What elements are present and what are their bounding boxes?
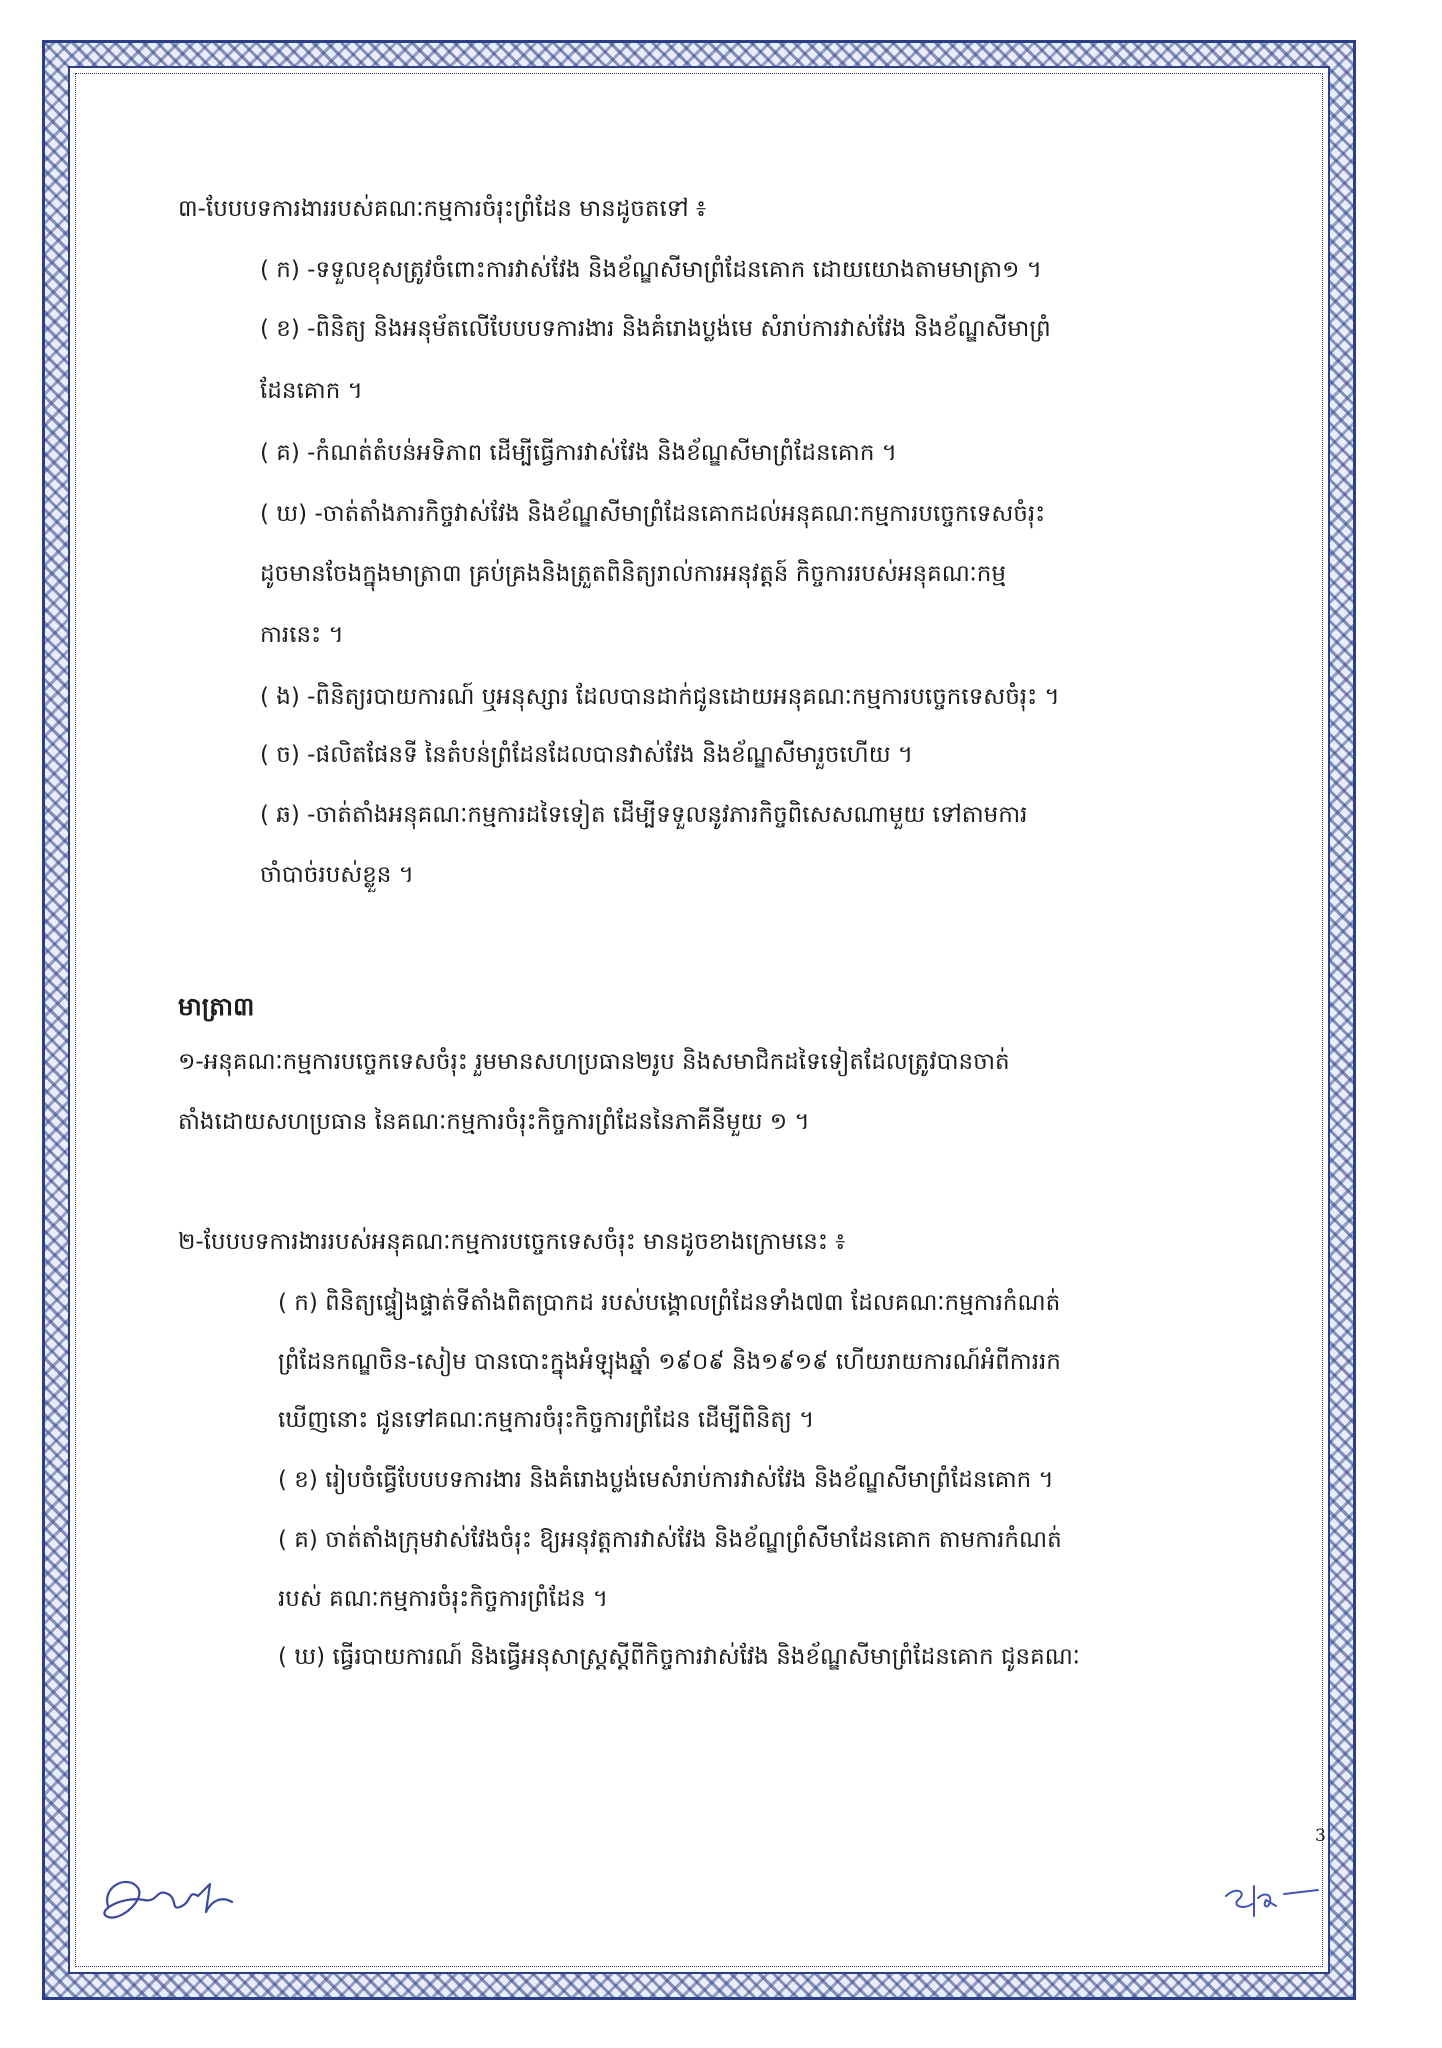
signature-left [98, 1866, 248, 1936]
section-3-item-chha: ( ឆ) -ចាត់តាំងអនុគណៈកម្មការដទៃទៀត ដើម្បីទទួលនូវភារកិច្ចពិសេសណាមួយ ទៅតាមការ [260, 802, 1028, 828]
article-3-para-1-line-1: ១-អនុគណៈកម្មការបច្ចេកទេសចំរុះ រួមមានសហប្រធាន២រូប និងសមាជិកដទៃទៀតដែលត្រូវបានចាត់ [178, 1049, 1010, 1075]
section-3-item-kho-cont: ដូចមានចែងក្នុងមាត្រា៣ គ្រប់គ្រងនិងត្រួតពិនិត្យរាល់ការអនុវត្តន៍ កិច្ចការរបស់អនុគណៈកម្ម [260, 561, 1007, 587]
article-3-item-ka: ( ក) ពិនិត្យផ្ទៀងផ្ទាត់ទីតាំងពិតប្រាកដ របស់បង្គោលព្រំដែនទាំង៧៣ ដែលគណៈកម្មការកំណត់ [278, 1290, 1061, 1316]
section-3-item-kho: ( ឃ) -ចាត់តាំងភារកិច្ចវាស់វែង និងខ័ណ្ឌសីមាព្រំដែនគោកដល់អនុគណៈកម្មការបច្ចេកទេសចំរុះ [260, 501, 1046, 527]
article-3-heading: មាត្រា៣ [178, 992, 255, 1021]
section-3-item-chha-cont: ចាំបាច់របស់ខ្លួន ។ [260, 862, 414, 888]
section-3-title: ៣-បែបបទការងាររបស់គណៈកម្មការចំរុះព្រំដែន មានដូចតទៅ ៖ [178, 196, 707, 222]
article-3-para-2-title: ២-បែបបទការងាររបស់អនុគណៈកម្មការបច្ចេកទេសចំរុះ មានដូចខាងក្រោមនេះ ៖ [178, 1229, 846, 1255]
section-3-item-kha-cont: ដែនគោក ។ [260, 378, 363, 404]
article-3-para-1-line-2: តាំងដោយសហប្រធាន នៃគណៈកម្មការចំរុះកិច្ចការព្រំដែននៃភាគីនីមួយ ១ ។ [178, 1109, 810, 1135]
document-page [78, 76, 1326, 1964]
section-3-item-kha: ( ខ) -ពិនិត្យ និងអនុម័តលើបែបបទការងារ និងគំរោងប្លង់មេ សំរាប់ការវាស់វែង និងខ័ណ្ឌសីមាព្រំ [260, 316, 1051, 342]
section-3-item-cha: ( ច) -ផលិតផែនទី នៃតំបន់ព្រំដែនដែលបានវាស់វែង និងខ័ណ្ឌសីមារួចហើយ ។ [260, 742, 914, 768]
article-3-item-ka-cont2: ឃើញនោះ ជូនទៅគណៈកម្មការចំរុះកិច្ចការព្រំដែន ដើម្បីពិនិត្យ ។ [278, 1407, 815, 1433]
section-3-item-kho-cont2: ការនេះ ។ [260, 622, 344, 648]
page-number: 3 [1315, 1826, 1326, 1846]
section-3-item-ngo: ( ង) -ពិនិត្យរបាយការណ៍ ឬអនុស្សារ ដែលបានដាក់ជូនដោយអនុគណៈកម្មការបច្ចេកទេសចំរុះ ។ [260, 684, 1060, 710]
article-3-item-ka-cont: ព្រំដែនកណ្ឌចិន-សៀម បានបោះក្នុងអំឡុងឆ្នាំ ១៩០៩ និង១៩១៩ ហើយរាយការណ៍អំពីការរក [278, 1349, 1061, 1375]
article-3-item-kho: ( ឃ) ធ្វើរបាយការណ៍ និងធ្វើអនុសាស្ត្រស្តីពីកិច្ចការវាស់វែង និងខ័ណ្ឌសីមាព្រំដែនគោក ជូនគណៈ [278, 1644, 1080, 1670]
article-3-item-ko-cont: របស់ គណៈកម្មការចំរុះកិច្ចការព្រំដែន ។ [278, 1586, 609, 1612]
article-3-item-kha: ( ខ) រៀបចំធ្វើបែបបទការងារ និងគំរោងប្លង់មេសំរាប់ការវាស់វែង និងខ័ណ្ឌសីមាព្រំដែនគោក ។ [278, 1467, 1054, 1493]
section-3-item-ka: ( ក) -ទទួលខុសត្រូវចំពោះការវាស់វែង និងខ័ណ្ឌសីមាព្រំដែនគោក ដោយយោងតាមមាត្រា១ ។ [260, 257, 1042, 283]
signature-right [1218, 1876, 1328, 1931]
section-3-item-ko: ( គ) -កំណត់តំបន់អទិភាព ដើម្បីធ្វើការវាស់វែង និងខ័ណ្ឌសីមាព្រំដែនគោក ។ [260, 440, 897, 466]
article-3-item-ko: ( គ) ចាត់តាំងក្រុមវាស់វែងចំរុះ ឱ្យអនុវត្តការវាស់វែង និងខ័ណ្ឌព្រំសីមាដែនគោក តាមការកំណត់ [278, 1527, 1062, 1553]
